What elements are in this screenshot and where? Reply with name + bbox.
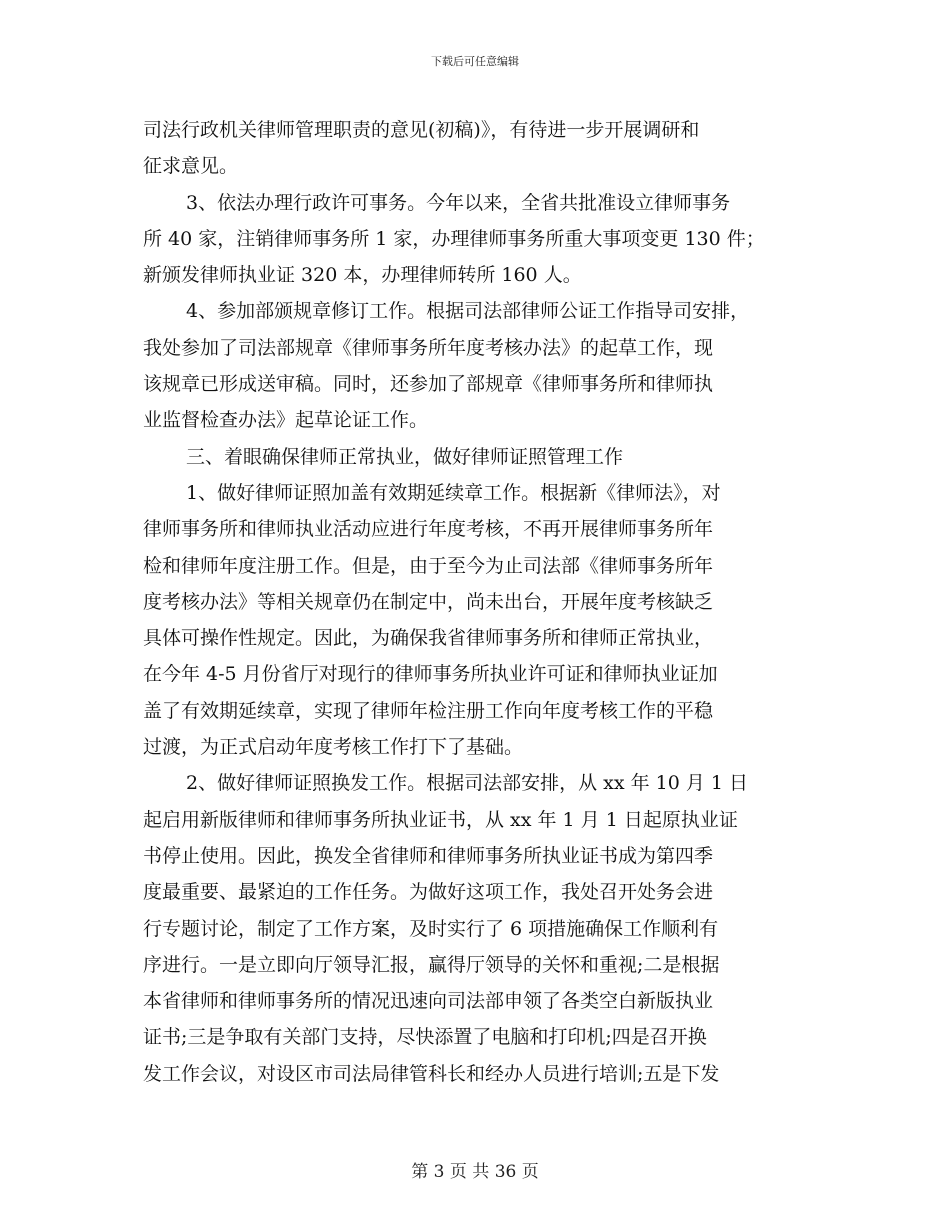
text-line: 证书;三是争取有关部门支持，尽快添置了电脑和打印机;四是召开换 — [143, 1026, 707, 1049]
paragraph-start-line: 3、依法办理行政许可事务。今年以来，全省共批准设立律师事务 — [186, 191, 731, 214]
text-line: 序进行。一是立即向厅领导汇报，赢得厅领导的关怀和重视;二是根据 — [143, 953, 720, 976]
text-line: 书停止使用。因此，换发全省律师和律师事务所执业证书成为第四季 — [143, 844, 714, 867]
page-number-footer: 第 3 页 共 36 页 — [411, 1162, 539, 1182]
text-line: 业监督检查办法》起草论证工作。 — [143, 409, 429, 432]
text-line: 度考核办法》等相关规章仍在制定中，尚未出台，开展年度考核缺乏 — [143, 590, 714, 613]
paragraph-start-line: 1、做好律师证照加盖有效期延续章工作。根据新《律师法》，对 — [186, 481, 721, 504]
text-line: 盖了有效期延续章，实现了律师年检注册工作向年度考核工作的平稳 — [143, 699, 714, 722]
document-body — [143, 112, 833, 1092]
text-line: 新颁发律师执业证 320 本，办理律师转所 160 人。 — [143, 264, 582, 287]
text-line: 所 40 家，注销律师事务所 1 家，办理律师事务所重大事项变更 130 件； — [143, 227, 765, 250]
text-line: 过渡，为正式启动年度考核工作打下了基础。 — [143, 736, 524, 759]
text-line: 起启用新版律师和律师事务所执业证书，从 xx 年 1 月 1 日起原执业证 — [143, 808, 738, 831]
text-line: 律师事务所和律师执业活动应进行年度考核，不再开展律师事务所年 — [143, 518, 714, 541]
text-line: 该规章已形成送审稿。同时，还参加了部规章《律师事务所和律师执 — [143, 373, 714, 396]
section-heading: 三、着眼确保律师正常执业，做好律师证照管理工作 — [186, 445, 624, 468]
text-line: 发工作会议，对设区市司法局律管科长和经办人员进行培训;五是下发 — [143, 1062, 720, 1085]
text-line: 我处参加了司法部规章《律师事务所年度考核办法》的起草工作，现 — [143, 336, 714, 359]
page-header: 下载后可任意编辑 — [431, 55, 519, 68]
text-line: 本省律师和律师事务所的情况迅速向司法部申领了各类空白新版执业 — [143, 990, 714, 1013]
text-line: 行专题讨论，制定了工作方案，及时实行了 6 项措施确保工作顺利有 — [143, 917, 719, 940]
text-line: 在今年 4-5 月份省厅对现行的律师事务所执业许可证和律师执业证加 — [143, 663, 718, 686]
paragraph-start-line: 2、做好律师证照换发工作。根据司法部安排，从 xx 年 10 月 1 日 — [186, 772, 749, 795]
paragraph-start-line: 4、参加部颁规章修订工作。根据司法部律师公证工作指导司安排， — [186, 300, 750, 323]
text-line: 具体可操作性规定。因此，为确保我省律师事务所和律师正常执业， — [143, 627, 714, 650]
text-line: 度最重要、最紧迫的工作任务。为做好这项工作，我处召开处务会进 — [143, 881, 714, 904]
text-line: 检和律师年度注册工作。但是，由于至今为止司法部《律师事务所年 — [143, 554, 714, 577]
text-line: 征求意见。 — [143, 155, 239, 178]
text-line: 司法行政机关律师管理职责的意见(初稿)》，有待进一步开展调研和 — [143, 119, 700, 141]
